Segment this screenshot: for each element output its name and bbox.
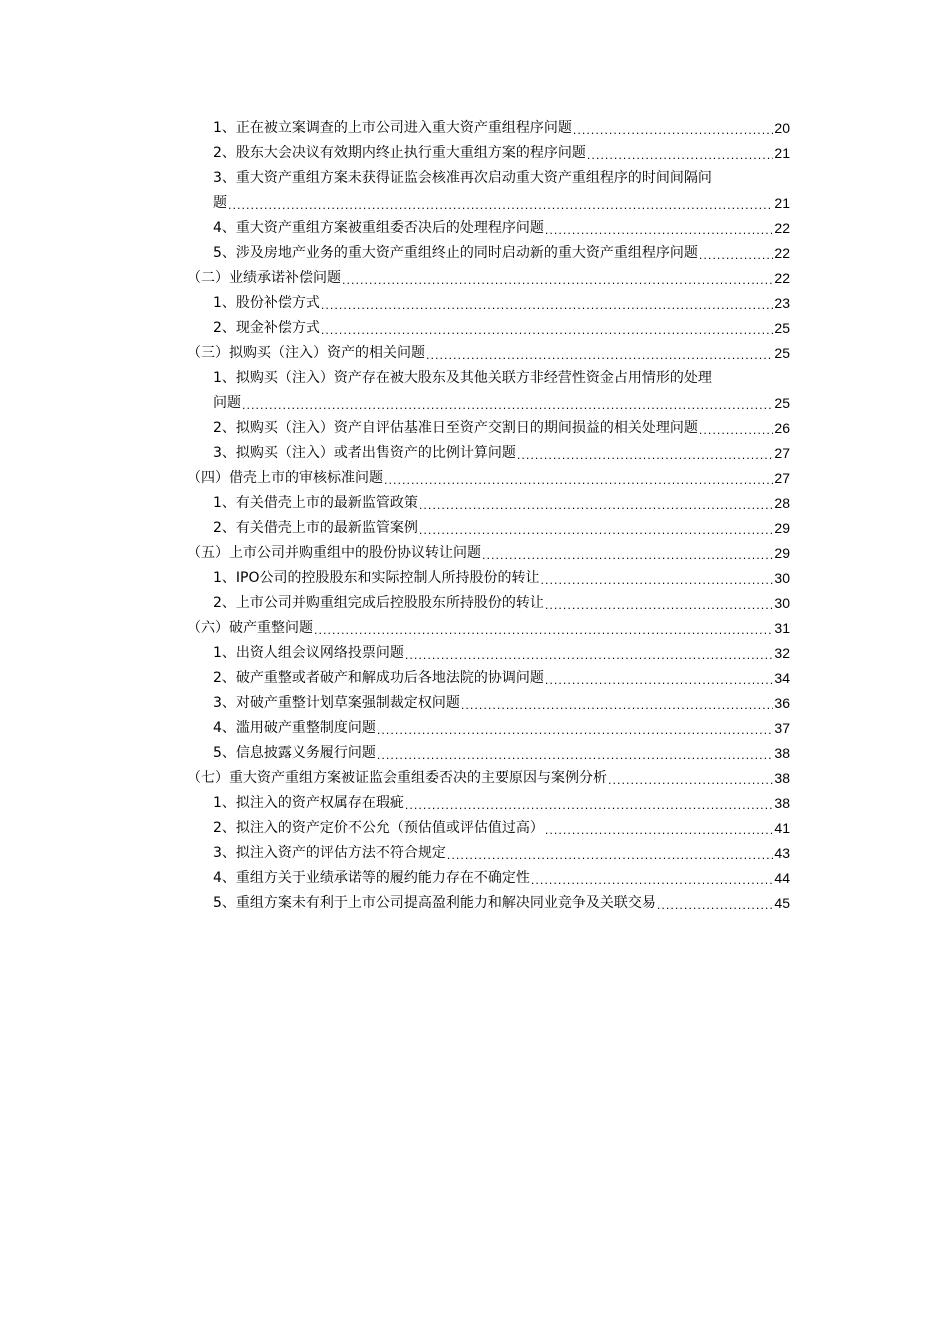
toc-entry-text: 2、股东大会决议有效期内终止执行重大重组方案的程序问题 <box>213 145 586 161</box>
toc-entry[interactable] <box>187 366 790 416</box>
toc-page-number: 26 <box>774 420 790 436</box>
toc-entry-text: （四）借壳上市的审核标准问题 <box>187 470 383 486</box>
dot-leader <box>699 420 774 441</box>
toc-entry-text: 2、破产重整或者破产和解成功后各地法院的协调问题 <box>213 670 544 686</box>
dot-leader <box>321 320 774 341</box>
toc-entry-text: （三）拟购买（注入）资产的相关问题 <box>187 345 425 361</box>
toc-entry-text: 5、涉及房地产业务的重大资产重组终止的同时启动新的重大资产重组程序问题 <box>213 245 698 261</box>
toc-page-number: 44 <box>774 870 790 886</box>
toc-page-number: 43 <box>774 845 790 861</box>
toc-entry-text: 1、股份补偿方式 <box>213 295 320 311</box>
toc-entry-text: （七）重大资产重组方案被证监会重组委否决的主要原因与案例分析 <box>187 770 607 786</box>
toc-entry[interactable] <box>187 716 790 741</box>
dot-leader <box>545 670 774 691</box>
toc-page-number: 34 <box>774 670 790 686</box>
toc-entry[interactable] <box>187 641 790 666</box>
toc-page-number: 45 <box>774 895 790 911</box>
toc-entry[interactable] <box>187 741 790 766</box>
dot-leader <box>545 595 774 616</box>
dot-leader <box>426 345 773 366</box>
toc-entry-text: 2、现金补偿方式 <box>213 320 320 336</box>
toc-page-number: 25 <box>774 395 790 411</box>
toc-page-number: 29 <box>774 545 790 561</box>
toc-entry-text: 4、滥用破产重整制度问题 <box>213 720 376 736</box>
dot-leader <box>657 895 774 916</box>
toc-entry-text: （五）上市公司并购重组中的股份协议转让问题 <box>187 545 481 561</box>
dot-leader <box>321 295 774 316</box>
toc-page-number: 27 <box>774 470 790 486</box>
toc-entry[interactable] <box>187 866 790 891</box>
toc-entry[interactable] <box>187 291 790 316</box>
dot-leader <box>545 220 774 241</box>
dot-leader <box>531 870 774 891</box>
toc-page-number: 38 <box>774 745 790 761</box>
toc-page-number: 29 <box>774 520 790 536</box>
toc-entry-text: （二）业绩承诺补偿问题 <box>187 270 341 286</box>
toc-entry-text: 1、IPO公司的控股股东和实际控制人所持股份的转让 <box>213 570 540 586</box>
toc-entry-text: 5、信息披露义务履行问题 <box>213 745 376 761</box>
toc-entry[interactable] <box>187 891 790 916</box>
toc-entry[interactable] <box>187 416 790 441</box>
toc-page-number: 36 <box>774 695 790 711</box>
toc-entry-continuation <box>187 191 790 216</box>
toc-entry[interactable] <box>187 466 790 491</box>
toc-page-number: 22 <box>774 220 790 236</box>
toc-page-number: 22 <box>774 245 790 261</box>
dot-leader <box>228 195 773 216</box>
dot-leader <box>384 470 773 491</box>
dot-leader <box>342 270 773 291</box>
toc-entry[interactable] <box>187 766 790 791</box>
toc-entry[interactable] <box>187 166 790 216</box>
toc-page-number: 41 <box>774 820 790 836</box>
toc-page-number: 20 <box>774 120 790 136</box>
dot-leader <box>608 770 773 791</box>
dot-leader <box>419 520 774 541</box>
toc-entry[interactable] <box>187 841 790 866</box>
toc-entry[interactable] <box>187 491 790 516</box>
toc-entry[interactable] <box>187 616 790 641</box>
toc-entry-text: 2、拟注入的资产定价不公允（预估值或评估值过高） <box>213 820 544 836</box>
toc-entry[interactable] <box>187 791 790 816</box>
toc-page-number: 21 <box>774 195 790 211</box>
dot-leader <box>461 695 774 716</box>
table-of-contents <box>187 116 790 916</box>
toc-entry-text: 2、拟购买（注入）资产自评估基准日至资产交割日的期间损益的相关处理问题 <box>213 420 698 436</box>
toc-entry-text: 1、正在被立案调查的上市公司进入重大资产重组程序问题 <box>213 120 572 136</box>
toc-entry[interactable] <box>187 566 790 591</box>
dot-leader <box>377 745 774 766</box>
toc-entry-text: 4、重大资产重组方案被重组委否决后的处理程序问题 <box>213 220 544 236</box>
dot-leader <box>517 445 774 466</box>
dot-leader <box>419 495 774 516</box>
dot-leader <box>405 645 774 666</box>
toc-entry[interactable] <box>187 141 790 166</box>
toc-entry[interactable] <box>187 116 790 141</box>
toc-entry-text: 3、重大资产重组方案未获得证监会核准再次启动重大资产重组程序的时间间隔问 <box>213 170 712 186</box>
toc-page-number: 38 <box>774 795 790 811</box>
toc-entry[interactable] <box>187 516 790 541</box>
toc-entry[interactable] <box>187 816 790 841</box>
toc-entry-text: 3、对破产重整计划草案强制裁定权问题 <box>213 695 460 711</box>
toc-page-number: 25 <box>774 345 790 361</box>
toc-page-number: 22 <box>774 270 790 286</box>
dot-leader <box>573 120 774 141</box>
dot-leader <box>242 395 773 416</box>
dot-leader <box>545 820 774 841</box>
toc-page-number: 23 <box>774 295 790 311</box>
toc-entry[interactable] <box>187 216 790 241</box>
toc-page-number: 21 <box>774 145 790 161</box>
dot-leader <box>447 845 774 866</box>
dot-leader <box>541 570 774 591</box>
toc-page-number: 38 <box>774 770 790 786</box>
toc-page-number: 30 <box>774 570 790 586</box>
toc-entry-continuation <box>187 391 790 416</box>
toc-page-number: 31 <box>774 620 790 636</box>
toc-entry-text: 1、拟购买（注入）资产存在被大股东及其他关联方非经营性资金占用情形的处理 <box>213 370 712 386</box>
dot-leader <box>314 620 773 641</box>
dot-leader <box>699 245 774 266</box>
toc-entry-text-continued: 问题 <box>213 395 241 411</box>
toc-entry-text: 1、出资人组会议网络投票问题 <box>213 645 404 661</box>
toc-entry-text: 2、有关借壳上市的最新监管案例 <box>213 520 418 536</box>
toc-entry-text: 5、重组方案未有利于上市公司提高盈利能力和解决同业竞争及关联交易 <box>213 895 656 911</box>
toc-page-number: 27 <box>774 445 790 461</box>
toc-entry-text-continued: 题 <box>213 195 227 211</box>
toc-page-number: 25 <box>774 320 790 336</box>
toc-entry[interactable] <box>187 341 790 366</box>
toc-page-number: 28 <box>774 495 790 511</box>
toc-entry[interactable] <box>187 316 790 341</box>
toc-page-number: 30 <box>774 595 790 611</box>
toc-entry[interactable] <box>187 541 790 566</box>
toc-entry[interactable] <box>187 241 790 266</box>
toc-entry-text: 2、上市公司并购重组完成后控股股东所持股份的转让 <box>213 595 544 611</box>
dot-leader <box>377 720 774 741</box>
toc-entry-text: 3、拟注入资产的评估方法不符合规定 <box>213 845 446 861</box>
toc-entry-text: 3、拟购买（注入）或者出售资产的比例计算问题 <box>213 445 516 461</box>
toc-entry[interactable] <box>187 266 790 291</box>
toc-entry-text: 1、有关借壳上市的最新监管政策 <box>213 495 418 511</box>
dot-leader <box>482 545 773 566</box>
toc-entry-text: 4、重组方关于业绩承诺等的履约能力存在不确定性 <box>213 870 530 886</box>
toc-entry[interactable] <box>187 666 790 691</box>
dot-leader <box>405 795 774 816</box>
dot-leader <box>587 145 774 166</box>
toc-entry-text: 1、拟注入的资产权属存在瑕疵 <box>213 795 404 811</box>
toc-page-number: 32 <box>774 645 790 661</box>
toc-entry[interactable] <box>187 441 790 466</box>
toc-entry[interactable] <box>187 591 790 616</box>
toc-entry[interactable] <box>187 691 790 716</box>
toc-page-number: 37 <box>774 720 790 736</box>
toc-entry-text: （六）破产重整问题 <box>187 620 313 636</box>
